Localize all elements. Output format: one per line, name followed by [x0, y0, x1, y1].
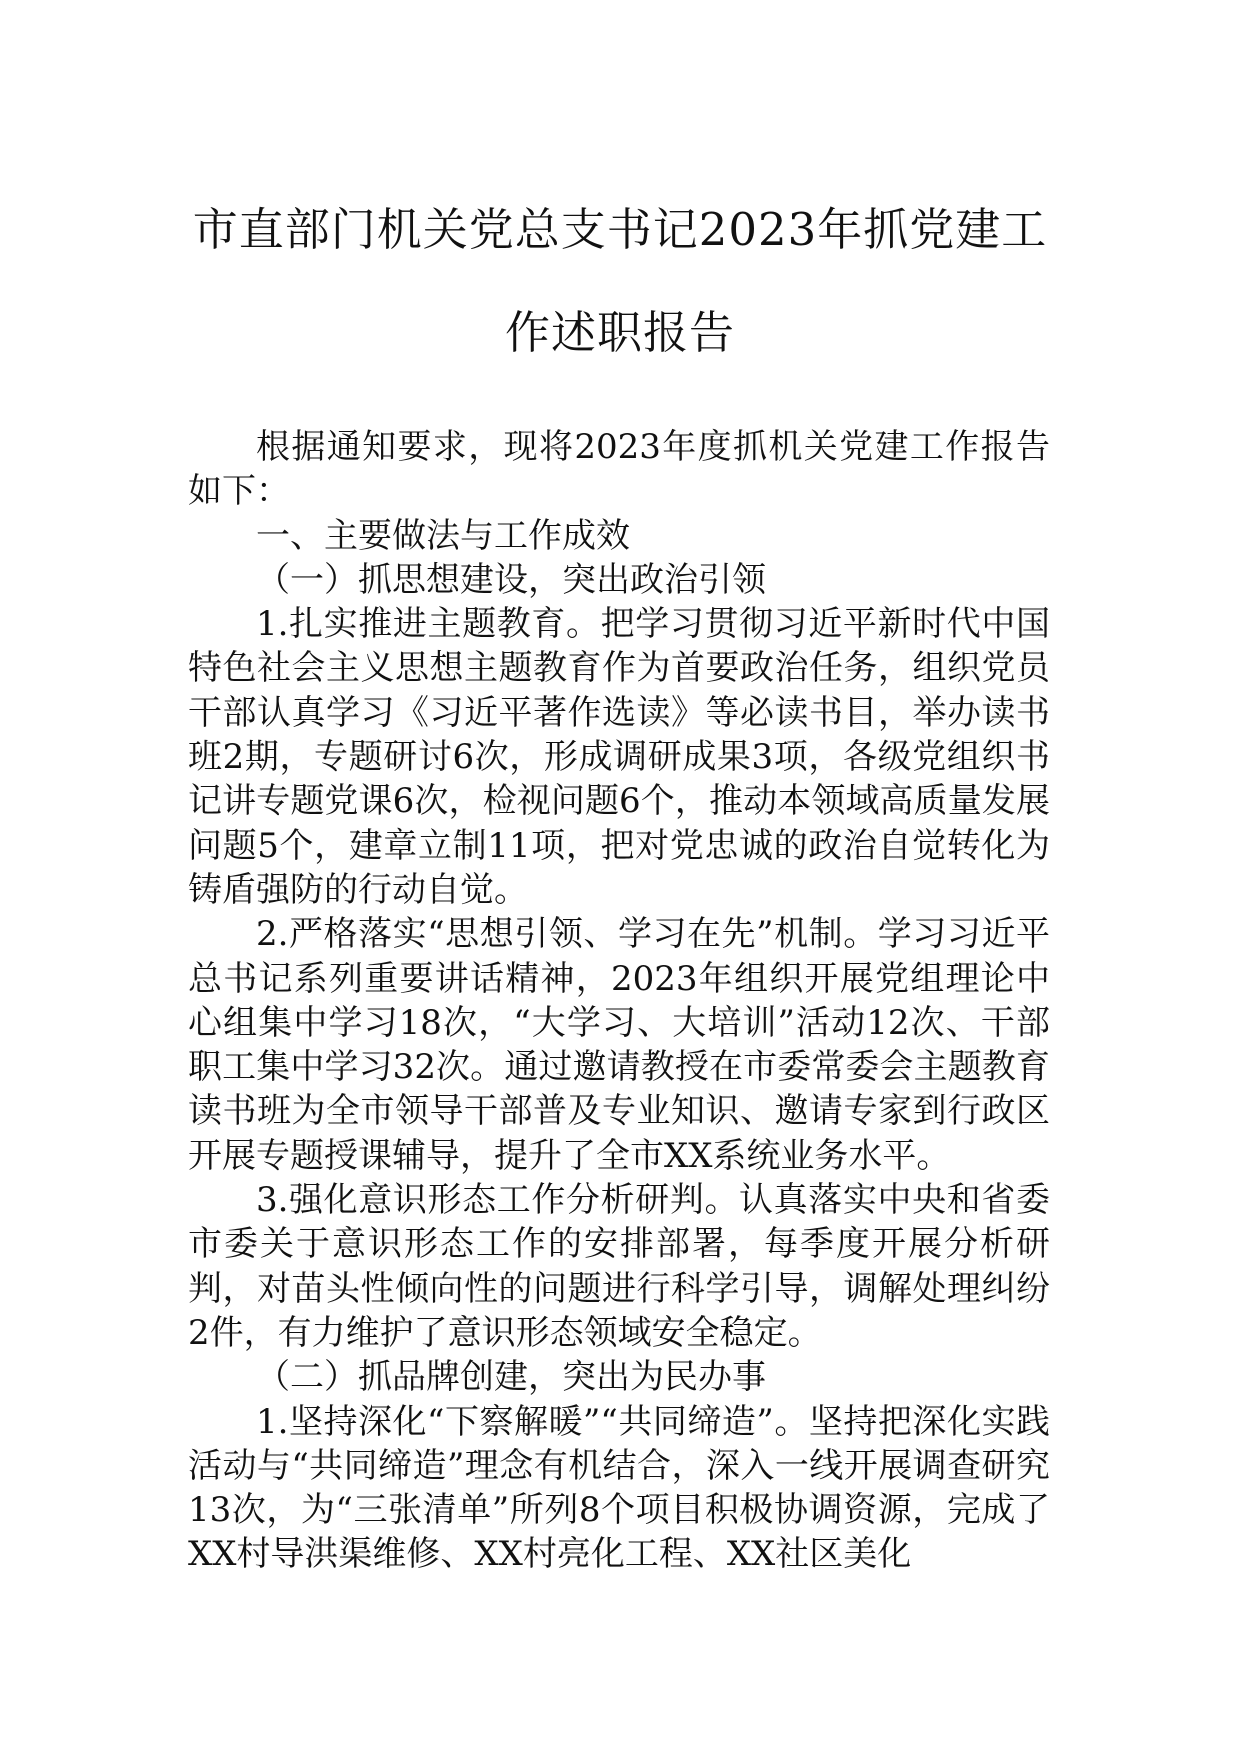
subsection-heading: （二）抓品牌创建，突出为民办事 — [256, 1357, 766, 1398]
document-body — [188, 425, 1050, 1577]
subsection-heading: （一）抓思想建设，突出政治引领 — [256, 559, 766, 600]
section-heading: 一、主要做法与工作成效 — [256, 515, 630, 556]
document-title: 市直部门机关党总支书记2023年抓党建工作述职报告 — [192, 203, 1048, 359]
body-paragraph: 2.严格落实“思想引领、学习在先”机制。学习习近平总书记系列重要讲话精神，2023年组织开展党组理论中心组集中学习18次，“大学习、大培训”活动12次、干部职工集中学习32次。通过邀请教授在市委常委会主题教育读书班为全市领导干部普及专业知识、邀请专家到行政区开展专题授课辅导，提升了全市XX系统业务水平。 — [188, 914, 1050, 1176]
intro-paragraph: 根据通知要求，现将2023年度抓机关党建工作报告如下： — [188, 427, 1050, 512]
body-paragraph: 3.强化意识形态工作分析研判。认真落实中央和省委市委关于意识形态工作的安排部署，每季度开展分析研判，对苗头性倾向性的问题进行科学引导，调解处理纠纷2件，有力维护了意识形态领域安全稳定。 — [188, 1180, 1050, 1353]
body-paragraph: 1.坚持深化“下察解暖”“共同缔造”。坚持把深化实践活动与“共同缔造”理念有机结合，深入一线开展调查研究13次，为“三张清单”所列8个项目积极协调资源，完成了XX村导洪渠维修、XX村亮化工程、XX社区美化 — [188, 1401, 1050, 1575]
body-paragraph: 1.扎实推进主题教育。把学习贯彻习近平新时代中国特色社会主义思想主题教育作为首要政治任务，组织党员干部认真学习《习近平著作选读》等必读书目，举办读书班2期，专题研讨6次，形成调研成果3项，各级党组织书记讲专题党课6次，检视问题6个，推动本领域高质量发展问题5个，建章立制11项，把对党忠诚的政治自觉转化为铸盾强防的行动自觉。 — [188, 604, 1050, 910]
